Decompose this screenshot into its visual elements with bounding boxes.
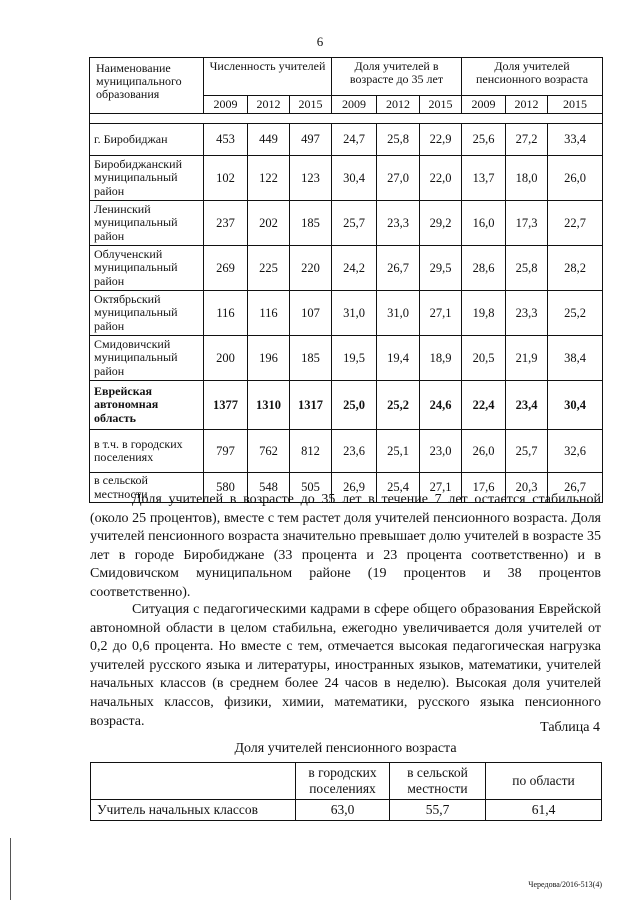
table-row — [90, 201, 603, 246]
cell-value: 18,9 — [420, 336, 462, 381]
cell-value: 18,0 — [506, 156, 548, 201]
cell-value: 1310 — [248, 381, 290, 430]
cell-value: 30,4 — [332, 156, 377, 201]
year-header: 2015 — [548, 96, 603, 114]
cell-value: 200 — [204, 336, 248, 381]
year-header: 2012 — [506, 96, 548, 114]
cell-value: 26,7 — [377, 246, 420, 291]
cell-value: 24,7 — [332, 124, 377, 156]
cell-value: 505 — [290, 473, 332, 503]
cell-value: 28,2 — [548, 246, 603, 291]
cell-value: 185 — [290, 336, 332, 381]
cell-value: 269 — [204, 246, 248, 291]
cell-value: 1317 — [290, 381, 332, 430]
table-row — [90, 246, 603, 291]
cell-value: 116 — [248, 291, 290, 336]
cell-value: 25,6 — [462, 124, 506, 156]
cell-value: 27,1 — [420, 473, 462, 503]
cell-value: 25,7 — [506, 430, 548, 473]
year-header: 2015 — [290, 96, 332, 114]
row-name: Облученский муниципальный район — [90, 246, 204, 291]
cell-value: 237 — [204, 201, 248, 246]
cell-value: 1377 — [204, 381, 248, 430]
cell-value: 26,7 — [548, 473, 603, 503]
cell-value: 26,0 — [548, 156, 603, 201]
year-header: 2009 — [462, 96, 506, 114]
row-name: Смидовичский муниципальный район — [90, 336, 204, 381]
cell-value: 31,0 — [332, 291, 377, 336]
cell-value: 22,4 — [462, 381, 506, 430]
year-header: 2015 — [420, 96, 462, 114]
table-number-label: Таблица 4 — [540, 720, 600, 735]
table-row — [90, 124, 603, 156]
cell-value: 27,2 — [506, 124, 548, 156]
cell-value: 23,6 — [332, 430, 377, 473]
cell-value: 225 — [248, 246, 290, 291]
cell-value: 24,2 — [332, 246, 377, 291]
header-pension-share: Доля учителей пенсионного возраста — [462, 58, 603, 96]
header-rural: в сельской местности — [390, 763, 486, 800]
cell-value: 38,4 — [548, 336, 603, 381]
cell-value: 196 — [248, 336, 290, 381]
pension-age-table — [90, 762, 602, 821]
year-header: 2012 — [377, 96, 420, 114]
cell-value: 29,5 — [420, 246, 462, 291]
table-row-total — [90, 381, 603, 430]
table-row — [91, 800, 602, 821]
header-name: Наименование муниципального образования — [90, 58, 204, 114]
cell-value: 31,0 — [377, 291, 420, 336]
cell-value: 25,2 — [377, 381, 420, 430]
year-header: 2009 — [332, 96, 377, 114]
cell-value: 63,0 — [296, 800, 390, 821]
header-region: по области — [486, 763, 602, 800]
cell-value: 28,6 — [462, 246, 506, 291]
margin-line — [10, 838, 11, 900]
cell-value: 102 — [204, 156, 248, 201]
cell-value: 25,7 — [332, 201, 377, 246]
cell-value: 19,4 — [377, 336, 420, 381]
cell-value: 812 — [290, 430, 332, 473]
cell-value: 17,3 — [506, 201, 548, 246]
paragraph-staff-situation: Ситуация с педагогическими кадрами в сфере общего образования Еврейской автономной области в целом стабильна, ежегодно увеличивается доля учителей от 0,2 до 0,6 процента. Но вместе с тем, отмечается высокая педагогическая нагрузка учителей русского языка и литературы, иностранных языков, математики, учителей начальных классов (в среднем более 24 часов в неделю). Высокая доля учителей начальных классов, физики, химии, математики, русского языка пенсионного возраста. — [90, 602, 601, 729]
cell-value: 27,1 — [420, 291, 462, 336]
cell-value: 449 — [248, 124, 290, 156]
cell-value: 116 — [204, 291, 248, 336]
header-teacher-count: Численность учителей — [204, 58, 332, 96]
cell-value: 107 — [290, 291, 332, 336]
cell-value: 185 — [290, 201, 332, 246]
paragraph-young-teachers: Доля учителей в возрасте до 35 лет в течение 7 лет остается стабильной (около 25 процентов), вместе с тем растет доля учителей пенсионного возраста. Доля учителей пенсионного возраста значительно превышает долю учителей в возрасте 35 лет в городе Биробиджане (33 процента и 23 процента соответственно) и в Смидовичском муниципальном районе (19 процентов и 38 процентов соответственно). — [90, 492, 601, 600]
cell-value: 22,7 — [548, 201, 603, 246]
cell-value: 55,7 — [390, 800, 486, 821]
cell-value: 32,6 — [548, 430, 603, 473]
cell-value: 61,4 — [486, 800, 602, 821]
cell-value: 20,5 — [462, 336, 506, 381]
cell-value: 19,5 — [332, 336, 377, 381]
table-title: Доля учителей пенсионного возраста — [234, 741, 457, 756]
header-empty — [91, 763, 296, 800]
cell-value: 122 — [248, 156, 290, 201]
footer-reference: Чередова/2016-513(4) — [528, 880, 602, 889]
page-number: 6 — [316, 34, 324, 49]
row-name: Учитель начальных классов — [91, 800, 296, 821]
cell-value: 797 — [204, 430, 248, 473]
year-header: 2012 — [248, 96, 290, 114]
year-header: 2009 — [204, 96, 248, 114]
cell-value: 23,0 — [420, 430, 462, 473]
cell-value: 453 — [204, 124, 248, 156]
cell-value: 30,4 — [548, 381, 603, 430]
cell-value: 26,9 — [332, 473, 377, 503]
cell-value: 23,3 — [377, 201, 420, 246]
table-row — [90, 291, 603, 336]
teachers-statistics-table — [89, 57, 603, 503]
cell-value: 23,4 — [506, 381, 548, 430]
row-name: Биробиджанский муниципальный район — [90, 156, 204, 201]
cell-value: 220 — [290, 246, 332, 291]
cell-value: 202 — [248, 201, 290, 246]
cell-value: 123 — [290, 156, 332, 201]
cell-value: 25,2 — [548, 291, 603, 336]
row-name: г. Биробиджан — [90, 124, 204, 156]
cell-value: 25,1 — [377, 430, 420, 473]
cell-value: 27,0 — [377, 156, 420, 201]
cell-value: 20,3 — [506, 473, 548, 503]
table-row — [90, 156, 603, 201]
cell-value: 19,8 — [462, 291, 506, 336]
cell-value: 29,2 — [420, 201, 462, 246]
cell-value: 13,7 — [462, 156, 506, 201]
table-row — [90, 430, 603, 473]
cell-value: 762 — [248, 430, 290, 473]
cell-value: 23,3 — [506, 291, 548, 336]
row-name: Ленинский муниципальный район — [90, 201, 204, 246]
cell-value: 16,0 — [462, 201, 506, 246]
cell-value: 25,0 — [332, 381, 377, 430]
header-urban: в городских поселениях — [296, 763, 390, 800]
row-name: Октябрьский муниципальный район — [90, 291, 204, 336]
row-name: Еврейская автономная область — [90, 381, 204, 430]
cell-value: 25,8 — [506, 246, 548, 291]
cell-value: 580 — [204, 473, 248, 503]
cell-value: 22,0 — [420, 156, 462, 201]
row-name: в сельской местности — [90, 473, 204, 503]
table-row — [90, 336, 603, 381]
cell-value: 21,9 — [506, 336, 548, 381]
cell-value: 25,4 — [377, 473, 420, 503]
cell-value: 33,4 — [548, 124, 603, 156]
cell-value: 25,8 — [377, 124, 420, 156]
cell-value: 497 — [290, 124, 332, 156]
cell-value: 548 — [248, 473, 290, 503]
cell-value: 17,6 — [462, 473, 506, 503]
cell-value: 22,9 — [420, 124, 462, 156]
row-name: в т.ч. в городских поселениях — [90, 430, 204, 473]
cell-value: 24,6 — [420, 381, 462, 430]
header-young-share: Доля учителей в возрасте до 35 лет — [332, 58, 462, 96]
cell-value: 26,0 — [462, 430, 506, 473]
